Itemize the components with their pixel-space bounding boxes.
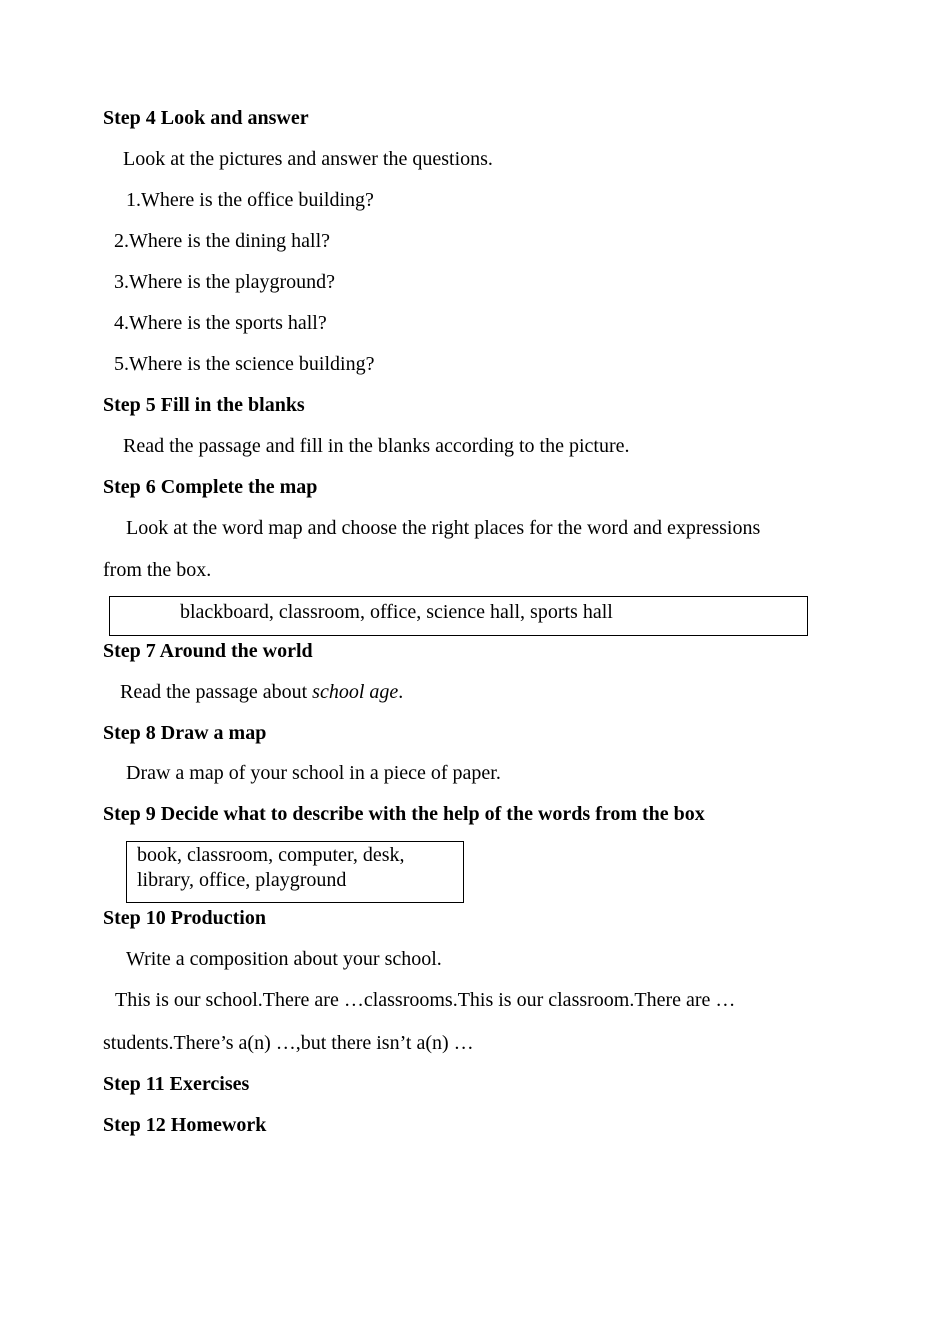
- step7-instruction-italic: school age: [312, 681, 399, 703]
- step5-heading: Step 5 Fill in the blanks: [103, 394, 305, 416]
- step4-heading: Step 4 Look and answer: [103, 107, 309, 129]
- step9-heading: Step 9 Decide what to describe with the help of the words from the box: [103, 803, 705, 825]
- step4-question-5: 5.Where is the science building?: [114, 353, 375, 375]
- step7-heading: Step 7 Around the world: [103, 640, 313, 662]
- step12-heading: Step 12 Homework: [103, 1114, 267, 1136]
- step8-heading: Step 8 Draw a map: [103, 722, 267, 744]
- step4-instruction: Look at the pictures and answer the questions.: [123, 148, 493, 170]
- step9-word-box-line1: book, classroom, computer, desk,: [137, 844, 405, 866]
- step6-heading: Step 6 Complete the map: [103, 476, 318, 498]
- step9-word-box-line2: library, office, playground: [137, 869, 347, 891]
- step7-instruction-prefix: Read the passage about: [120, 681, 313, 703]
- step4-question-3: 3.Where is the playground?: [114, 271, 336, 293]
- step9-word-box: [126, 841, 464, 903]
- step11-heading: Step 11 Exercises: [103, 1073, 250, 1095]
- step6-instruction-line2: from the box.: [103, 559, 212, 581]
- step4-question-1: 1.Where is the office building?: [126, 189, 374, 211]
- step10-sample-line2: students.There’s a(n) …,but there isn’t a(n) …: [103, 1032, 474, 1054]
- step6-word-box-text: blackboard, classroom, office, science hall, sports hall: [180, 601, 613, 623]
- step6-word-box: [109, 596, 808, 636]
- step8-instruction: Draw a map of your school in a piece of paper.: [126, 762, 501, 784]
- step6-instruction-line1: Look at the word map and choose the right places for the word and expressions: [126, 517, 761, 539]
- step10-sample-line1: This is our school.There are …classrooms.This is our classroom.There are …: [115, 989, 736, 1011]
- step7-instruction-suffix: .: [398, 681, 404, 703]
- step5-instruction: Read the passage and fill in the blanks according to the picture.: [123, 435, 630, 457]
- step7-instruction: [120, 680, 403, 704]
- step4-question-4: 4.Where is the sports hall?: [114, 312, 327, 334]
- step10-instruction: Write a composition about your school.: [126, 948, 442, 970]
- step10-heading: Step 10 Production: [103, 907, 266, 929]
- step4-question-2: 2.Where is the dining hall?: [114, 230, 331, 252]
